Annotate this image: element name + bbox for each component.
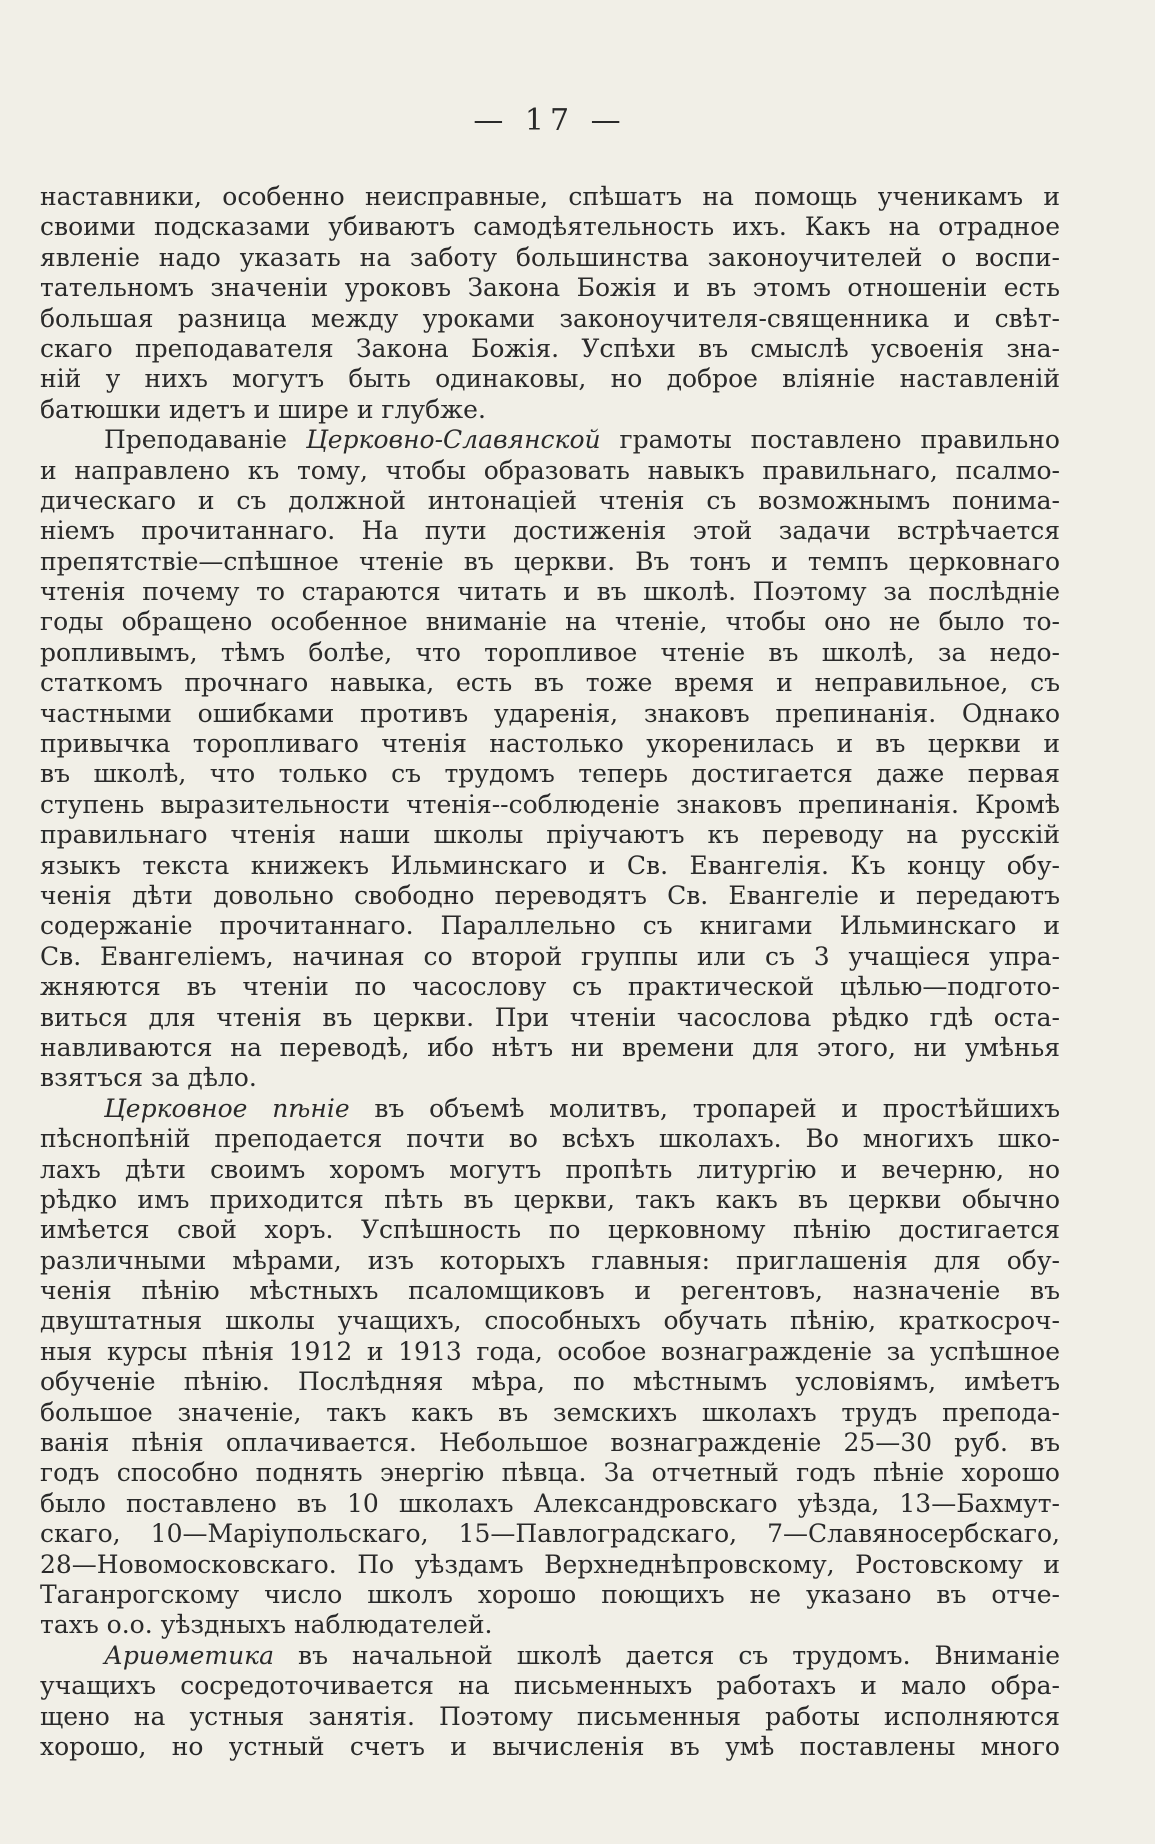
text-segment: Св. Евангеліемъ, начиная со второй группы или съ 3 учащіеся упра- [40, 941, 1060, 971]
text-line [40, 425, 1060, 455]
text-segment: грамоты поставлено правильно [600, 425, 1060, 455]
text-line [40, 395, 1060, 425]
text-segment: ченія пѣнію мѣстныхъ псаломщиковъ и регентовъ, назначеніе въ [40, 1276, 1060, 1306]
text-line [40, 790, 1060, 820]
text-line [40, 1276, 1060, 1306]
text-line [40, 577, 1060, 607]
text-line [40, 1489, 1060, 1519]
text-segment: различными мѣрами, изъ которыхъ главныя: приглашенія для обу- [40, 1245, 1060, 1275]
text-segment: было поставлено въ 10 школахъ Александровскаго уѣзда, 13—Бахмут- [40, 1488, 1060, 1518]
text-segment: ступень выразительности чтенія--соблюденіе знаковъ препинанія. Кромѣ [40, 789, 1060, 819]
text-segment: большое значеніе, такъ какъ въ земскихъ школахъ трудъ препода- [40, 1397, 1060, 1427]
text-line [40, 212, 1060, 242]
text-line [40, 1155, 1060, 1185]
text-line [40, 1185, 1060, 1215]
text-segment: Преподаваніе [104, 425, 306, 455]
text-segment: содержаніе прочитаннаго. Параллельно съ книгами Ильминскаго и [40, 911, 1060, 941]
text-line [40, 456, 1060, 486]
text-line [40, 1610, 1060, 1640]
text-segment: Таганрогскому число школъ хорошо поющихъ не указано въ отче- [40, 1579, 1060, 1609]
text-line [40, 942, 1060, 972]
text-segment: годы обращено особенное вниманіе на чтеніе, чтобы оно не было то- [40, 607, 1060, 637]
text-line [40, 1367, 1060, 1397]
text-segment: лахъ дѣти своимъ хоромъ могутъ пропѣть литургію и вечерню, но [40, 1154, 1060, 1184]
text-segment: щено на устныя занятія. Поэтому письменныя работы исполняются [40, 1701, 1060, 1731]
text-segment: правильнаго чтенія наши школы пріучаютъ къ переводу на русскій [40, 820, 1060, 850]
text-line [40, 881, 1060, 911]
text-line [40, 699, 1060, 729]
text-line [40, 1732, 1060, 1762]
text-segment: годъ способно поднять энергію пѣвца. За отчетный годъ пѣніе хорошо [40, 1458, 1060, 1488]
text-line [40, 1246, 1060, 1276]
text-segment: взятъся за дѣло. [40, 1063, 257, 1093]
text-line [40, 1003, 1060, 1033]
text-segment: большая разница между уроками законоучителя-священника и свѣт- [40, 303, 1060, 333]
text-segment: хорошо, но устный счетъ и вычисленія въ умѣ поставлены много [40, 1731, 1060, 1761]
body-text [40, 182, 1060, 1762]
text-segment: ропливымъ, тѣмъ болѣе, что торопливое чтеніе въ школѣ, за недо- [40, 637, 1060, 667]
text-line [40, 243, 1060, 273]
text-line [40, 729, 1060, 759]
text-line [40, 1671, 1060, 1701]
text-line [40, 911, 1060, 941]
text-line [40, 1124, 1060, 1154]
text-segment: чтенія почему то стараются читать и въ школѣ. Поэтому за послѣдніе [40, 577, 1060, 607]
italic-term: Церковное пѣніе [104, 1093, 350, 1123]
text-line [40, 638, 1060, 668]
text-segment: ній у нихъ могутъ быть одинаковы, но доброе вліяніе наставленій [40, 364, 1060, 394]
text-segment: препятствіе—спѣшное чтеніе въ церкви. Въ тонъ и темпъ церковнаго [40, 546, 1060, 576]
text-line [40, 1519, 1060, 1549]
text-line [40, 486, 1060, 516]
text-segment: въ начальной школѣ дается съ трудомъ. Вниманіе [274, 1640, 1060, 1670]
text-segment: своими подсказами убиваютъ самодѣятельность ихъ. Какъ на отрадное [40, 212, 1060, 242]
text-segment: тательномъ значеніи уроковъ Закона Божія и въ этомъ отношеніи есть [40, 273, 1060, 303]
text-segment: наставники, особенно неисправные, спѣшатъ на помощь ученикамъ и [40, 182, 1060, 211]
text-segment: языкъ текста книжекъ Ильминскаго и Св. Евангелія. Къ концу обу- [40, 850, 1060, 880]
text-segment: статкомъ прочнаго навыка, есть въ тоже время и неправильное, съ [40, 668, 1060, 698]
page-number: — 17 — [473, 103, 627, 138]
text-line [40, 1306, 1060, 1336]
text-line [40, 516, 1060, 546]
text-line [40, 304, 1060, 334]
text-segment: жняются въ чтеніи по часослову съ практической цѣлью—подгото- [40, 972, 1060, 1002]
text-line [40, 1398, 1060, 1428]
text-segment: батюшки идетъ и шире и глубже. [40, 394, 486, 424]
text-line [40, 1033, 1060, 1063]
text-segment: скаго преподавателя Закона Божія. Успѣхи въ смыслѣ усвоенія зна- [40, 333, 1060, 363]
text-line [40, 1215, 1060, 1245]
text-segment: двуштатныя школы учащихъ, способныхъ обучать пѣнію, краткосроч- [40, 1306, 1060, 1336]
text-line [40, 668, 1060, 698]
italic-term: Ариѳметика [104, 1640, 275, 1670]
italic-term: Церковно-Славянской [305, 425, 601, 455]
text-line [40, 820, 1060, 850]
text-segment: ныя курсы пѣнія 1912 и 1913 года, особое вознагражденіе за успѣшное [40, 1336, 1060, 1366]
text-segment: 28—Новомосковскаго. По уѣздамъ Верхнеднѣпровскому, Ростовскому и [40, 1549, 1060, 1579]
text-segment: въ школѣ, что только съ трудомъ теперь достигается даже первая [40, 759, 1060, 789]
text-line [40, 1702, 1060, 1732]
text-line [40, 1580, 1060, 1610]
text-line [40, 182, 1060, 212]
text-line [40, 851, 1060, 881]
text-line [40, 547, 1060, 577]
text-line [40, 364, 1060, 394]
text-segment: скаго, 10—Маріупольскаго, 15—Павлоградскаго, 7—Славяносербскаго, [40, 1519, 1060, 1549]
text-segment: ванія пѣнія оплачивается. Небольшое вознагражденіе 25—30 руб. въ [40, 1428, 1060, 1458]
text-segment: въ объемѣ молитвъ, тропарей и простѣйшихъ [349, 1093, 1061, 1123]
text-segment: ченія дѣти довольно свободно переводятъ Св. Евангеліе и передаютъ [40, 880, 1060, 910]
text-segment: виться для чтенія въ церкви. При чтеніи часослова рѣдко гдѣ оста- [40, 1002, 1060, 1032]
text-segment: и направлено къ тому, чтобы образовать навыкъ правильнаго, псалмо- [40, 455, 1060, 485]
text-segment: навливаются на переводѣ, ибо нѣтъ ни времени для этого, ни умѣнья [40, 1032, 1060, 1062]
text-line [40, 607, 1060, 637]
text-line [40, 1641, 1060, 1671]
text-segment: тахъ о.о. уѣздныхъ наблюдателей. [40, 1610, 493, 1640]
text-line [40, 1094, 1060, 1124]
text-line [40, 972, 1060, 1002]
document-page [40, 0, 1060, 1844]
text-segment: дическаго и съ должной интонаціей чтенія съ возможнымъ понима- [40, 485, 1060, 515]
text-line [40, 1063, 1060, 1093]
text-segment: имѣется свой хоръ. Успѣшность по церковному пѣнію достигается [40, 1215, 1060, 1245]
text-line [40, 1550, 1060, 1580]
text-segment: привычка торопливаго чтенія настолько укоренилась и въ церкви и [40, 729, 1060, 759]
text-segment: учащихъ сосредоточивается на письменныхъ работахъ и мало обра- [40, 1671, 1060, 1701]
text-line [40, 759, 1060, 789]
text-line [40, 273, 1060, 303]
text-line [40, 334, 1060, 364]
text-line [40, 1458, 1060, 1488]
text-segment: явленіе надо указать на заботу большинства законоучителей о воспи- [40, 242, 1060, 272]
text-segment: частными ошибками противъ ударенія, знаковъ препинанія. Однако [40, 698, 1060, 728]
text-segment: обученіе пѣнію. Послѣдняя мѣра, по мѣстнымъ условіямъ, имѣетъ [40, 1367, 1060, 1397]
text-line [40, 1428, 1060, 1458]
text-line [40, 1337, 1060, 1367]
text-segment: пѣснопѣній преподается почти во всѣхъ школахъ. Во многихъ шко- [40, 1124, 1060, 1154]
text-segment: ніемъ прочитаннаго. На пути достиженія этой задачи встрѣчается [40, 516, 1060, 546]
text-segment: рѣдко имъ приходится пѣть въ церкви, такъ какъ въ церкви обычно [40, 1184, 1060, 1214]
